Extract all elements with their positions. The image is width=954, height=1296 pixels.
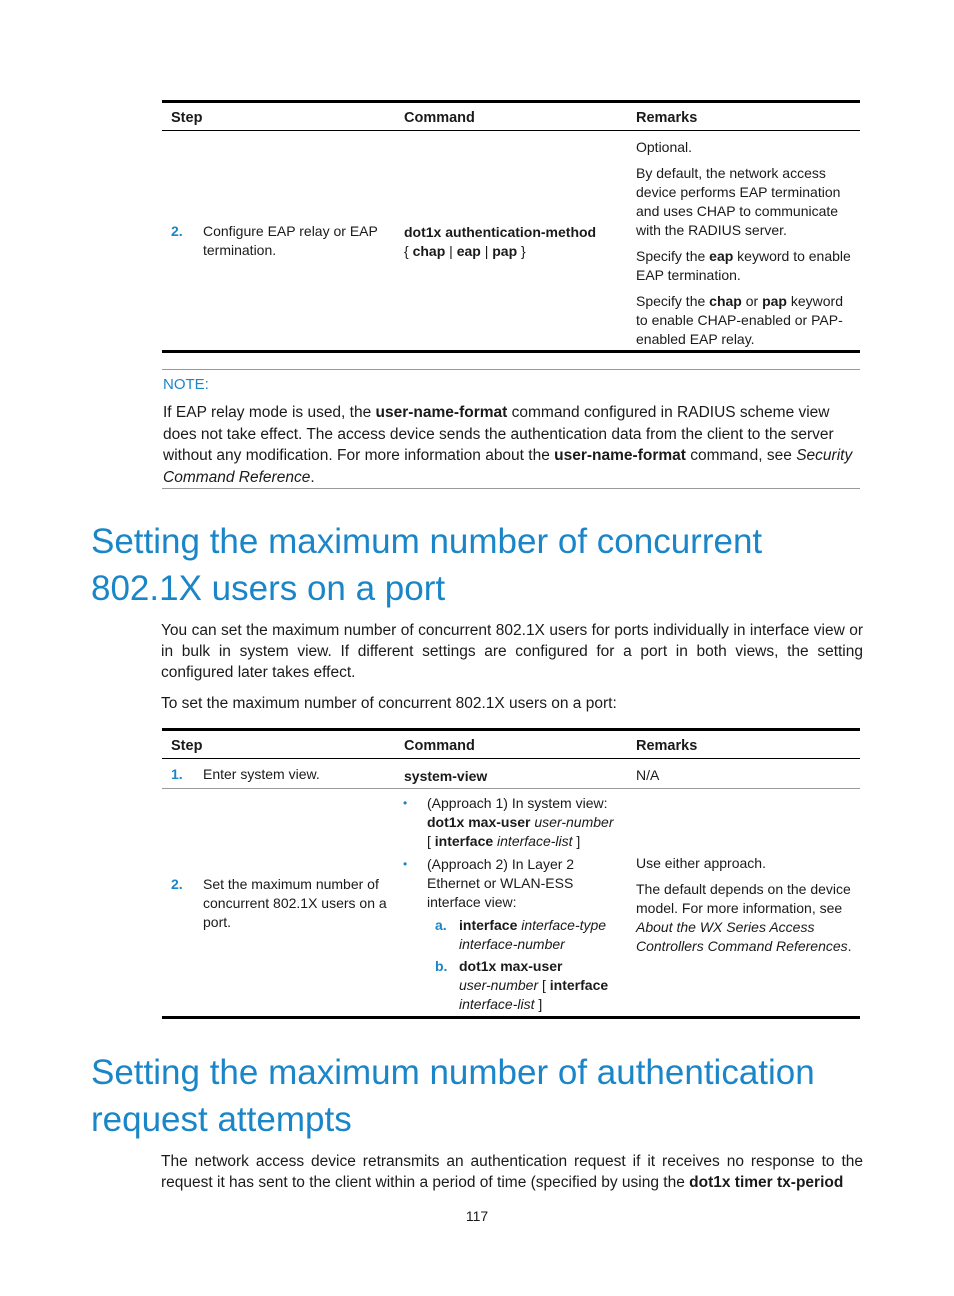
separator: | <box>445 243 457 259</box>
sub-step-a-text: interface interface-type interface-number <box>459 917 607 952</box>
header-rule <box>162 130 860 131</box>
note-text: If EAP relay mode is used, the user-name-format command configured in RADIUS scheme view does not take effect. The access device sends the authentication data from the client to the server without any modification. For more information about the user-name-format command, see Security Command Reference. <box>163 404 853 486</box>
sub-step-a-label: a. <box>435 917 447 933</box>
header-command: Command <box>404 738 475 754</box>
table-bottom-rule <box>162 350 860 353</box>
command-keyword: dot1x authentication-method <box>404 224 597 240</box>
step-number: 2. <box>171 223 183 239</box>
header-step: Step <box>171 738 203 754</box>
command-cell <box>404 223 624 261</box>
eap-method-table <box>162 100 860 355</box>
page-number: 117 <box>465 1208 489 1224</box>
header-step: Step <box>171 110 203 126</box>
bullet-icon: • <box>403 796 408 810</box>
table-bottom-rule <box>162 1016 860 1019</box>
pap-keyword: pap <box>492 243 518 259</box>
step-description: Set the maximum number of concurrent 802.1X users on a port. <box>203 876 387 930</box>
section-heading-concurrent-users: Setting the maximum number of concurrent 802.1X users on a port <box>91 522 763 608</box>
table-top-rule <box>162 728 860 731</box>
remark-eap: Specify the eap keyword to enable EAP termination. <box>636 248 851 283</box>
step-number: 2. <box>171 876 183 892</box>
sub-step-b-text: dot1x max-user user-number [ interface interface-list ] <box>459 958 609 1012</box>
remark-either: Use either approach. <box>636 855 766 871</box>
step-number: 1. <box>171 766 183 782</box>
section-heading-auth-attempts: Setting the maximum number of authentication request attempts <box>91 1053 815 1139</box>
max-user-table <box>162 728 860 1023</box>
step-description: Configure EAP relay or EAP termination. <box>203 223 378 258</box>
remarks-cell <box>636 854 858 963</box>
command-system-view: system-view <box>404 768 488 784</box>
header-remarks: Remarks <box>636 738 698 754</box>
eap-keyword: eap <box>456 243 481 259</box>
header-rule <box>162 758 860 759</box>
sub-step-b-label: b. <box>435 958 448 974</box>
brace-close: } <box>517 243 526 259</box>
remark-optional: Optional. <box>636 139 693 155</box>
header-command: Command <box>404 110 475 126</box>
remarks-na: N/A <box>636 767 660 783</box>
section2-paragraph: The network access device retransmits an authentication request if it receives no response to the request it has sent to the client within a period of time (specified by using the dot1x timer tx-period <box>161 1153 863 1191</box>
remarks-cell <box>636 138 858 356</box>
table-top-rule <box>162 100 860 103</box>
approach1-text: (Approach 1) In system view: dot1x max-user user-number [ interface interface-list ] <box>427 795 614 849</box>
approach2-text: (Approach 2) In Layer 2 Ethernet or WLAN-ESS interface view: <box>427 856 575 910</box>
row-separator <box>162 788 860 789</box>
chap-keyword: chap <box>412 243 446 259</box>
step-description: Enter system view. <box>203 766 320 782</box>
remark-default: By default, the network access device performs EAP termination and uses CHAP to communicate with the RADIUS server. <box>636 165 841 238</box>
brace-open: { <box>404 243 413 259</box>
note-top-rule <box>162 369 860 370</box>
note-bottom-rule <box>162 488 860 489</box>
section1-intro: To set the maximum number of concurrent 802.1X users on a port: <box>161 695 617 712</box>
remark-chap-pap: Specify the chap or pap keyword to enable CHAP-enabled or PAP-enabled EAP relay. <box>636 293 843 347</box>
header-remarks: Remarks <box>636 110 698 126</box>
section1-paragraph: You can set the maximum number of concurrent 802.1X users for ports individually in interface view or in bulk in system view. If different settings are configured for a port in both views, the setting configured later takes effect. <box>161 622 863 681</box>
remark-default: The default depends on the device model. For more information, see About the WX Series Access Controllers Command References. <box>636 881 852 954</box>
note-label: NOTE: <box>163 376 209 393</box>
separator: | <box>480 243 493 259</box>
bullet-icon: • <box>403 857 408 871</box>
